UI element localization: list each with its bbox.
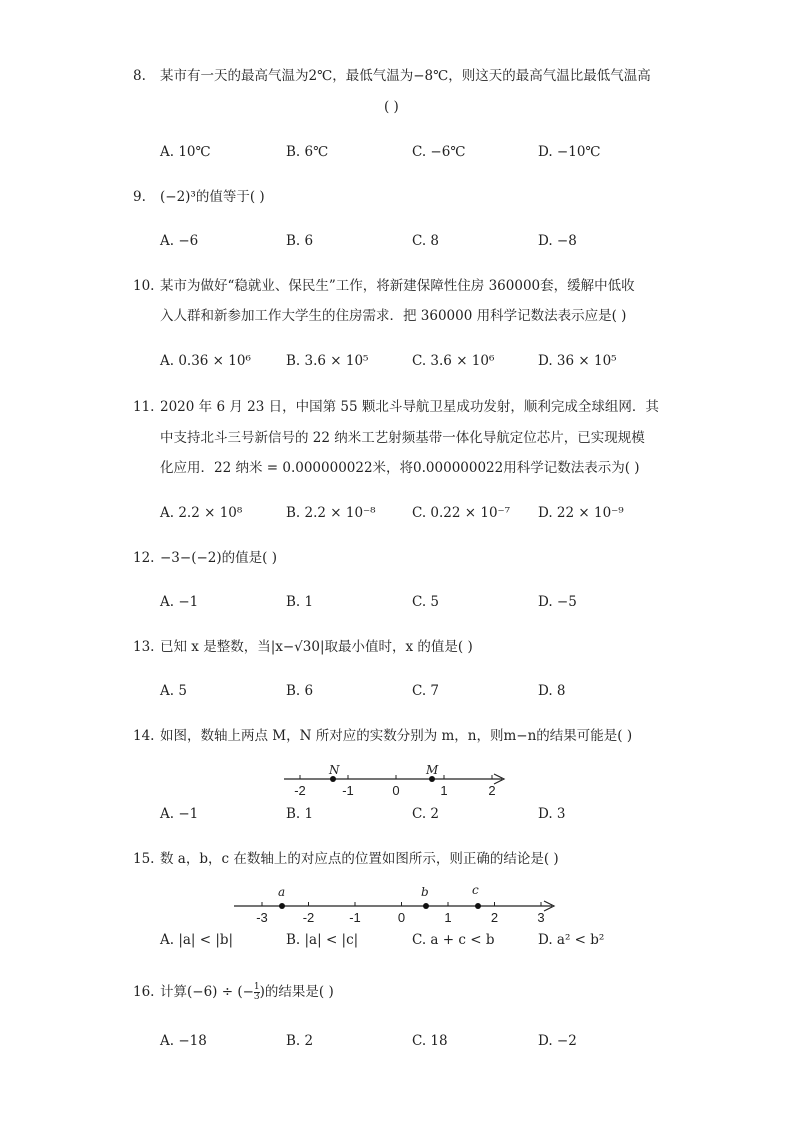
question-text: 某市有一天的最高气温为2℃，最低气温为−8℃，则这天的最高气温比最低气温高	[160, 68, 651, 84]
question-text	[160, 982, 334, 1002]
question-text: 已知 x 是整数，当|x−√30|取最小值时，x 的值是( )	[160, 639, 473, 655]
option-c: C. 7	[412, 683, 440, 699]
question-text: 如图，数轴上两点 M，N 所对应的实数分别为 m，n，则m−n的结果可能是( )	[160, 728, 633, 744]
option-b: B. 6	[286, 683, 314, 699]
question-number: 12.	[133, 550, 155, 566]
fraction-numerator: 1	[253, 982, 260, 992]
option-c: C. 3.6 × 10⁶	[412, 353, 495, 369]
fraction-denominator: 3	[253, 992, 260, 1002]
question-number: 15.	[133, 851, 155, 867]
question-number: 8.	[133, 68, 146, 84]
question-number: 10.	[133, 278, 155, 294]
tick-label: -2	[294, 783, 306, 798]
point-label-a: a	[278, 885, 286, 899]
option-b: B. 2.2 × 10⁻⁸	[286, 505, 376, 521]
question-text: 中支持北斗三号新信号的 22 纳米工艺射频基带一体化导航定位芯片，已实现规模	[160, 430, 645, 446]
question-text: 化应用．22 纳米 = 0.000000022米，将0.000000022用科学记数法表示为( )	[160, 460, 640, 476]
option-c: C. 2	[412, 806, 440, 822]
option-b: B. 6	[286, 233, 314, 249]
question-text: 数 a，b，c 在数轴上的对应点的位置如图所示，则正确的结论是( )	[160, 851, 559, 867]
option-b: B. 1	[286, 806, 314, 822]
point-a	[279, 903, 285, 909]
tick-label: -3	[256, 910, 268, 925]
option-a: A. −1	[160, 806, 199, 822]
option-c: C. a + c < b	[412, 932, 495, 948]
option-a: A. 0.36 × 10⁶	[160, 353, 251, 369]
tick-label: 2	[490, 910, 499, 925]
point-label-c: c	[472, 883, 479, 897]
tick-label: 0	[397, 910, 406, 925]
option-a: A. |a| < |b|	[160, 932, 234, 948]
option-a: A. −18	[160, 1033, 207, 1049]
question-number: 11.	[133, 399, 155, 415]
point-b	[423, 903, 429, 909]
tick-label: -2	[302, 910, 315, 925]
option-d: D. −5	[538, 594, 577, 610]
point-c	[475, 903, 481, 909]
tick-label: 1	[444, 910, 452, 925]
option-d: D. −8	[538, 233, 577, 249]
tick-label: -1	[342, 783, 354, 798]
tick-label: 0	[392, 783, 400, 798]
question-number: 14.	[133, 728, 155, 744]
question-text: 某市为做好“稳就业、保民生”工作，将新建保障性住房 360000套，缓解中低收	[160, 278, 635, 294]
option-c: C. −6℃	[412, 144, 466, 160]
option-d: D. 3	[538, 806, 566, 822]
tick-label: 2	[488, 783, 496, 798]
tick-label: 3	[537, 910, 545, 925]
option-b: B. 3.6 × 10⁵	[286, 353, 369, 369]
option-d: D. 22 × 10⁻⁹	[538, 505, 624, 521]
option-d: D. 8	[538, 683, 566, 699]
option-b: B. 2	[286, 1033, 314, 1049]
number-line-14	[280, 758, 520, 802]
point-label-b: b	[421, 885, 429, 899]
option-d: D. a² < b²	[538, 932, 605, 948]
question-text: (−2)³的值等于( )	[160, 189, 265, 205]
question-number: 16.	[133, 984, 155, 1000]
option-c: C. 5	[412, 594, 440, 610]
option-d: D. 36 × 10⁵	[538, 353, 617, 369]
option-c: C. 8	[412, 233, 440, 249]
tick-label: -1	[349, 910, 361, 925]
question-text-prefix: 计算(−6) ÷ (−	[160, 984, 254, 1000]
option-d: D. −10℃	[538, 144, 601, 160]
option-a: A. 2.2 × 10⁸	[160, 505, 243, 521]
question-text: −3−(−2)的值是( )	[160, 550, 277, 566]
question-text-suffix: )的结果是( )	[259, 984, 334, 1000]
number-line-15	[230, 882, 570, 926]
option-b: B. 6℃	[286, 144, 329, 160]
option-a: A. −1	[160, 594, 199, 610]
answer-paren: ( )	[384, 99, 399, 115]
point-label-n: N	[329, 763, 340, 777]
point-label-m: M	[426, 763, 439, 777]
tick-label: 1	[440, 783, 448, 798]
option-b: B. 1	[286, 594, 314, 610]
option-c: C. 0.22 × 10⁻⁷	[412, 505, 511, 521]
option-a: A. −6	[160, 233, 199, 249]
option-a: A. 10℃	[160, 144, 211, 160]
option-b: B. |a| < |c|	[286, 932, 359, 948]
question-text: 入人群和新参加工作大学生的住房需求．把 360000 用科学记数法表示应是( )	[160, 308, 627, 324]
option-c: C. 18	[412, 1033, 448, 1049]
question-number: 9.	[133, 189, 146, 205]
option-d: D. −2	[538, 1033, 577, 1049]
question-number: 13.	[133, 639, 155, 655]
option-a: A. 5	[160, 683, 187, 699]
question-text: 2020 年 6 月 23 日，中国第 55 颗北斗导航卫星成功发射，顺利完成全球组网．其	[160, 399, 659, 415]
